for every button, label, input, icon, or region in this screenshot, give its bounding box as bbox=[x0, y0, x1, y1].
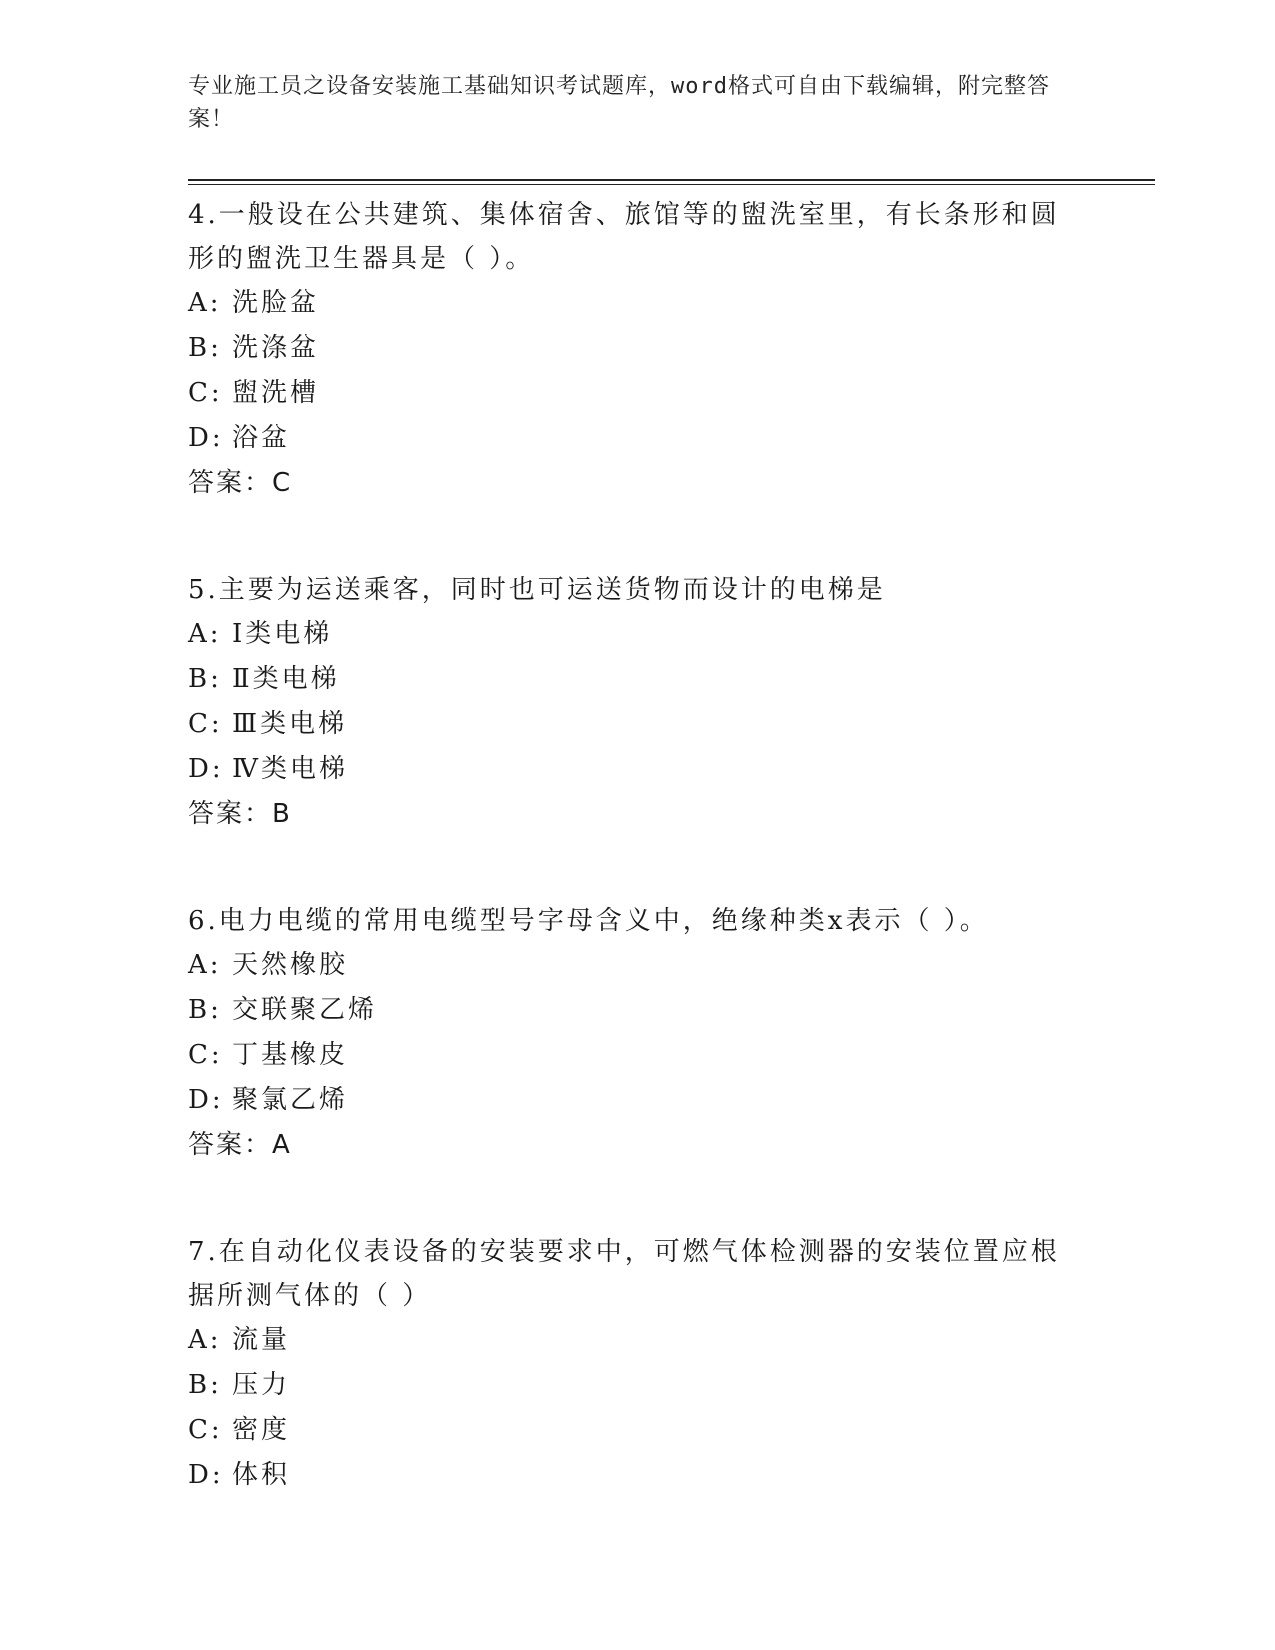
option-text: 洗涤盆 bbox=[232, 333, 320, 363]
header-divider-thick bbox=[188, 179, 1155, 181]
option-a bbox=[188, 281, 1068, 326]
option-text: 压力 bbox=[232, 1370, 291, 1400]
option-key: B: bbox=[188, 664, 222, 694]
option-text: 浴盆 bbox=[232, 423, 291, 453]
option-key: A: bbox=[188, 1325, 222, 1355]
document-header: 专业施工员之设备安装施工基础知识考试题库，word格式可自由下载编辑，附完整答案！ bbox=[188, 74, 1050, 132]
option-key: C: bbox=[188, 378, 223, 408]
option-c bbox=[188, 1408, 1068, 1453]
option-b bbox=[188, 326, 1068, 371]
option-key: C: bbox=[188, 1040, 223, 1070]
question-list bbox=[188, 190, 1068, 1498]
option-key: A: bbox=[188, 619, 222, 649]
option-text: 洗脸盆 bbox=[232, 288, 320, 318]
option-key: C: bbox=[188, 709, 223, 739]
option-key: D: bbox=[188, 754, 224, 784]
option-key: C: bbox=[188, 1415, 223, 1445]
option-b bbox=[188, 988, 1068, 1033]
option-b bbox=[188, 657, 1068, 702]
option-a bbox=[188, 1318, 1068, 1363]
question-5 bbox=[188, 565, 1068, 837]
question-stem: 6.电力电缆的常用电缆型号字母含义中，绝缘种类x表示（ ）。 bbox=[188, 906, 989, 936]
option-text: Ⅰ类电梯 bbox=[232, 619, 333, 649]
answer-line: 答案：B bbox=[188, 799, 292, 829]
option-d bbox=[188, 416, 1068, 461]
option-text: Ⅱ类电梯 bbox=[232, 664, 340, 694]
question-stem: 7.在自动化仪表设备的安装要求中，可燃气体检测器的安装位置应根据所测气体的（ ） bbox=[188, 1237, 1060, 1311]
header-divider-thin bbox=[188, 184, 1155, 185]
option-key: A: bbox=[188, 950, 222, 980]
option-a bbox=[188, 943, 1068, 988]
option-key: B: bbox=[188, 995, 222, 1025]
option-d bbox=[188, 1078, 1068, 1123]
option-text: 体积 bbox=[232, 1460, 291, 1490]
question-7 bbox=[188, 1227, 1068, 1498]
option-text: 聚氯乙烯 bbox=[232, 1085, 349, 1115]
option-key: D: bbox=[188, 1085, 224, 1115]
question-spacer bbox=[188, 506, 1068, 565]
option-d bbox=[188, 1453, 1068, 1498]
option-text: 流量 bbox=[232, 1325, 291, 1355]
option-text: 盥洗槽 bbox=[232, 378, 320, 408]
option-text: 交联聚乙烯 bbox=[232, 995, 378, 1025]
question-spacer bbox=[188, 1168, 1068, 1227]
question-spacer bbox=[188, 837, 1068, 896]
question-4 bbox=[188, 190, 1068, 506]
option-key: A: bbox=[188, 288, 222, 318]
question-6 bbox=[188, 896, 1068, 1168]
option-key: D: bbox=[188, 1460, 224, 1490]
answer-line: 答案：C bbox=[188, 468, 293, 498]
option-c bbox=[188, 1033, 1068, 1078]
option-b bbox=[188, 1363, 1068, 1408]
option-c bbox=[188, 371, 1068, 416]
option-text: 天然橡胶 bbox=[232, 950, 349, 980]
option-a bbox=[188, 612, 1068, 657]
option-d bbox=[188, 747, 1068, 792]
option-text: 丁基橡皮 bbox=[232, 1040, 349, 1070]
option-text: 密度 bbox=[232, 1415, 291, 1445]
answer-line: 答案：A bbox=[188, 1130, 292, 1160]
question-stem: 5.主要为运送乘客，同时也可运送货物而设计的电梯是 bbox=[188, 575, 886, 605]
option-text: Ⅲ类电梯 bbox=[232, 709, 348, 739]
option-text: Ⅳ类电梯 bbox=[232, 754, 348, 784]
question-stem: 4.一般设在公共建筑、集体宿舍、旅馆等的盥洗室里，有长条形和圆形的盥洗卫生器具是（ ）。 bbox=[188, 200, 1060, 274]
option-key: B: bbox=[188, 333, 222, 363]
option-key: B: bbox=[188, 1370, 222, 1400]
option-c bbox=[188, 702, 1068, 747]
option-key: D: bbox=[188, 423, 224, 453]
